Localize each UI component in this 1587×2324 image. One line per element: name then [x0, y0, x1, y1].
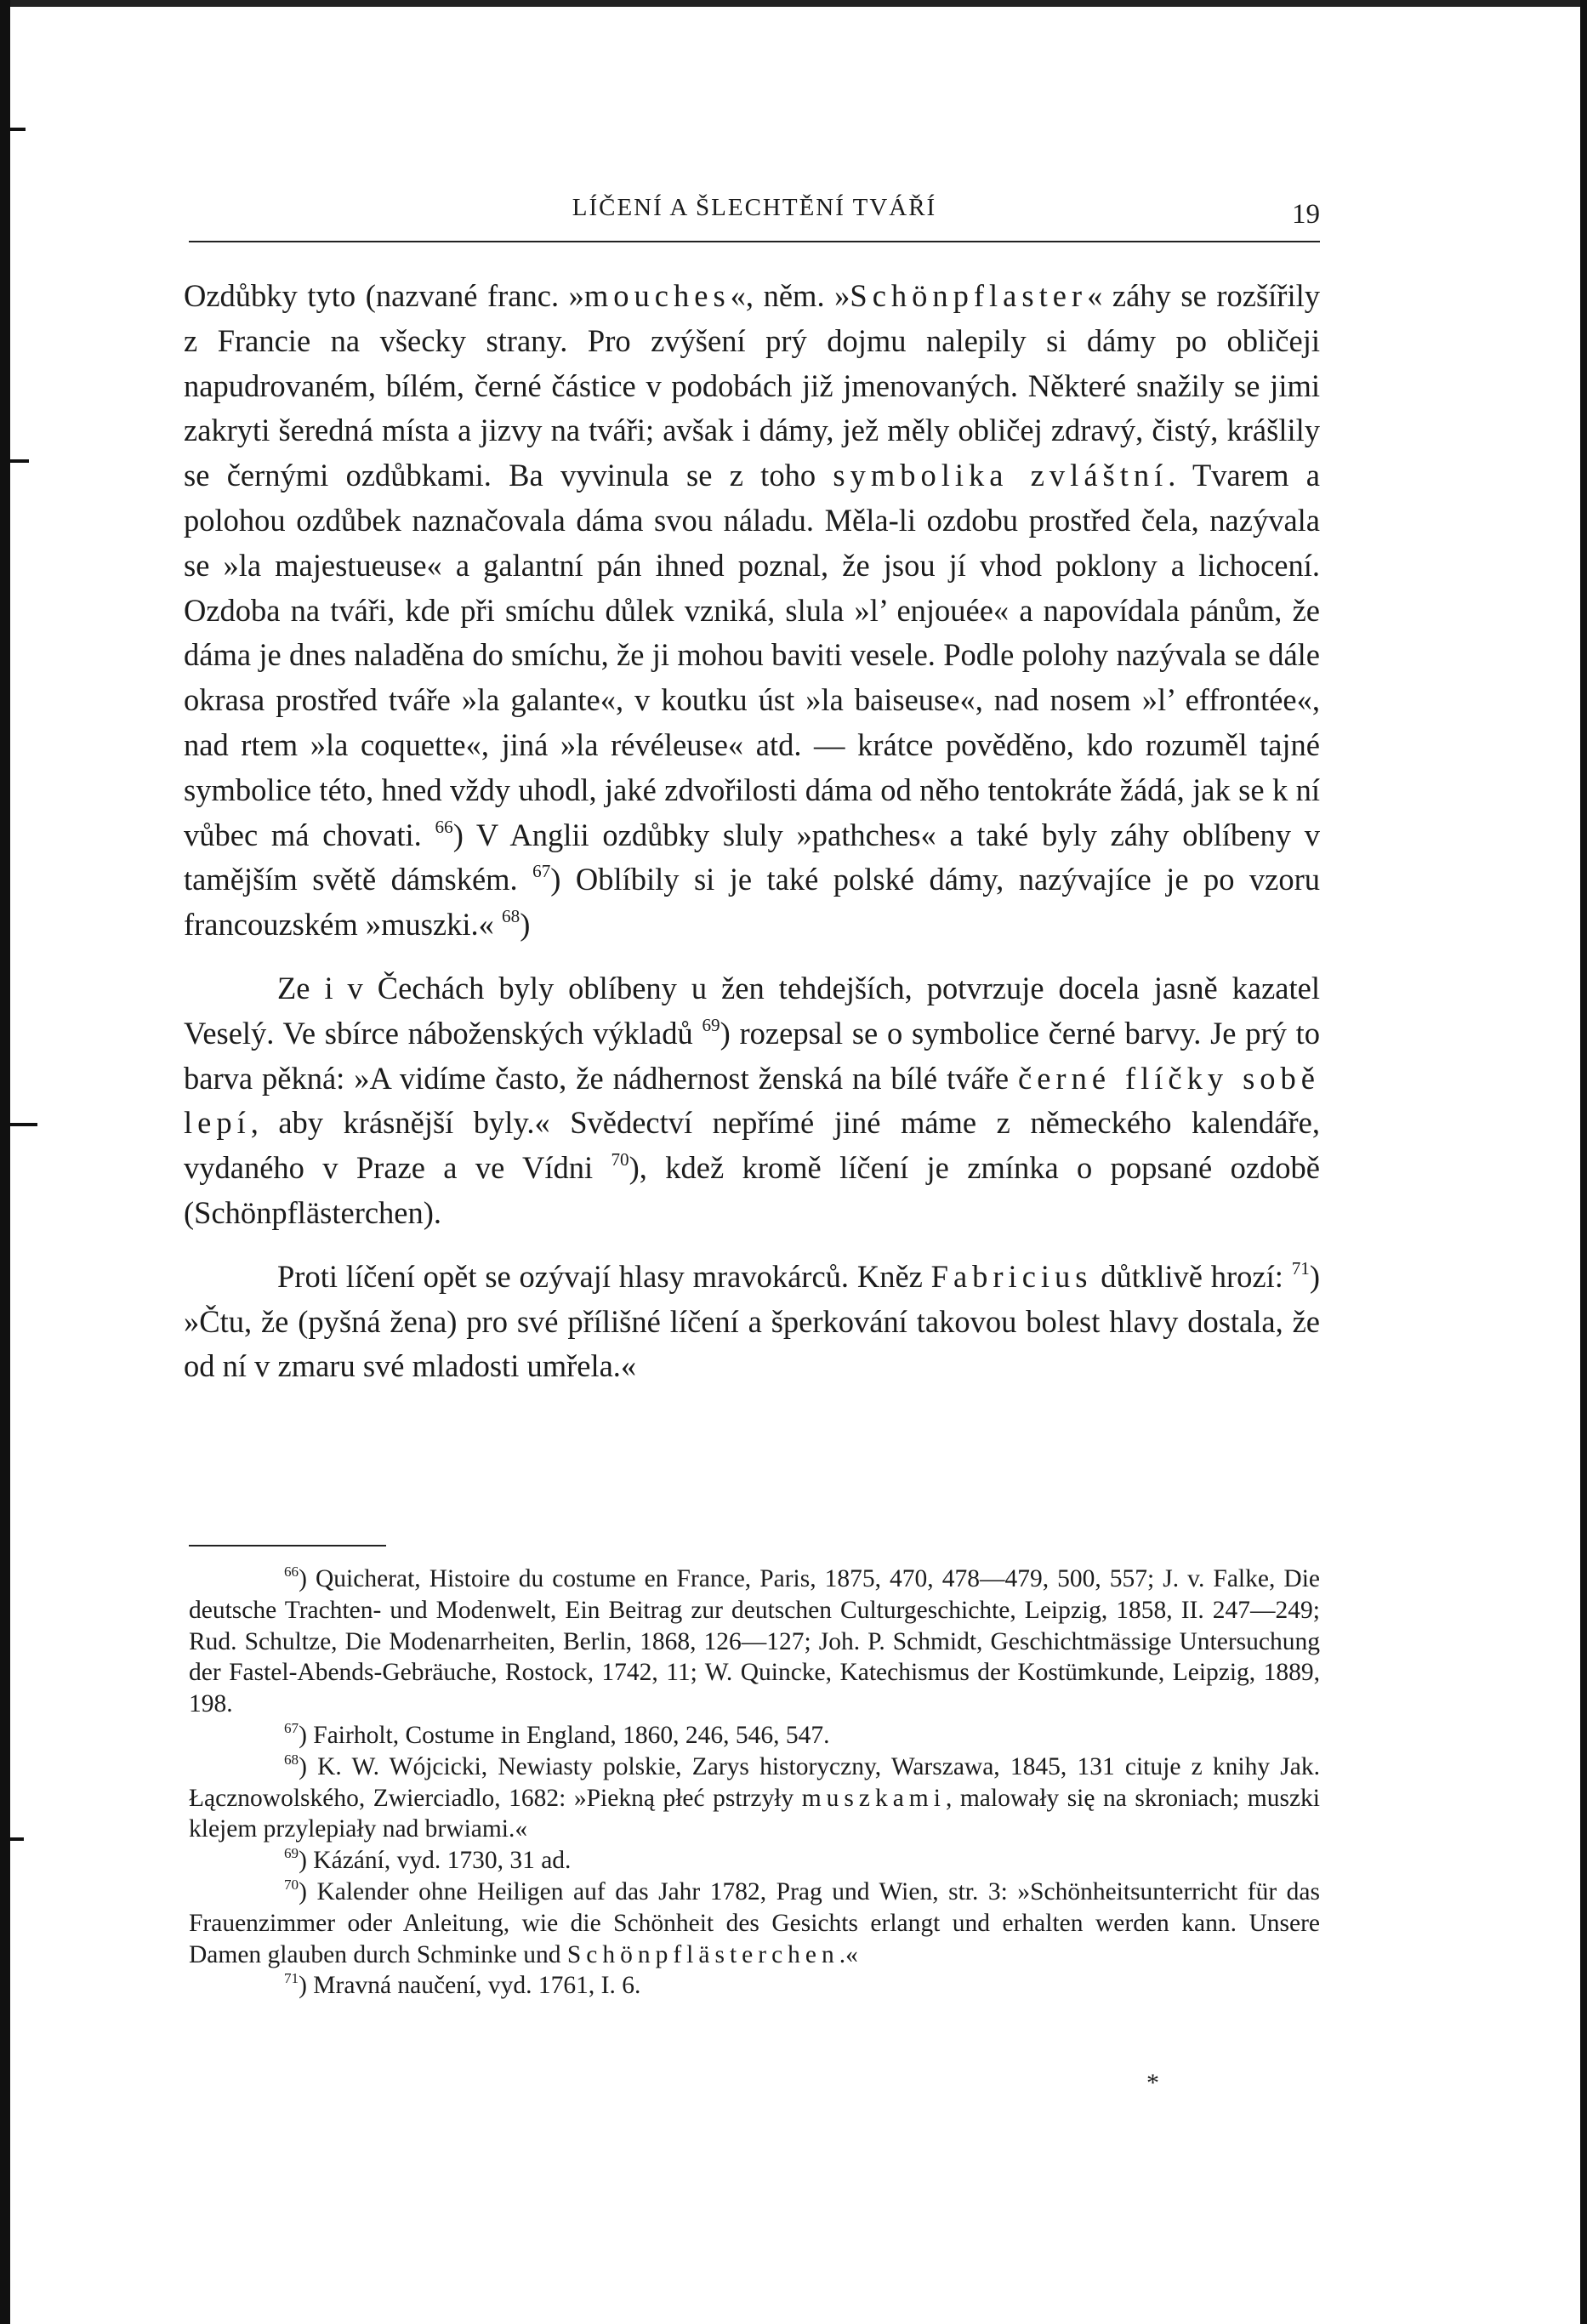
- text-run: ): [520, 907, 531, 943]
- text-run: Ozdůbky tyto (nazvané franc. »: [184, 278, 584, 313]
- page-number: 19: [1292, 199, 1320, 230]
- text-run: ) Fairholt, Costume in England, 1860, 246, 546, 547.: [299, 1721, 830, 1749]
- scan-top-edge: [0, 0, 1587, 7]
- text-run: . Tvarem a polohou ozdůbek naznačovala dáma svou náladu. Měla-li ozdobu prostřed čela, nazývala se »la majestueuse« a galantní pán ihned poznal, že jsou jí vhod poklony a lichocení. Ozdoba na tváři, kde při smíchu důlek vzniká, slula »l’ enjouée« a napovídala pánům, že dáma je dnes naladěna do smíchu, že ji mohou baviti vesele. Podle polohy nazývala se dále okrasa prostřed tváře »la galante«, v koutku úst »la baiseuse«, nad nosem »l’ effrontée«, nad rtem »la coquette«, jiná »la révéleuse« atd. — krátce pověděno, kdo rozuměl tajné symbolice této, hned vždy uhodl, jaké zdvořilosti dáma od něho tentokráte žádá, jak se k ní vůbec má chovati.: [184, 458, 1320, 852]
- paragraph: [184, 1255, 1320, 1389]
- footnote-number: 69: [284, 1845, 299, 1862]
- footnotes: [189, 1564, 1320, 2002]
- footnote-reference: 71: [1291, 1257, 1310, 1279]
- edge-mark: [0, 128, 26, 131]
- scan-right-edge: [1580, 0, 1587, 2324]
- text-run: ) Kalender ohne Heiligen auf das Jahr 1782, Prag und Wien, str. 3: »Schönheitsunterricht für das Frauenzimmer oder Anleitung, wie die Schönheit des Gesichts erlangt und erhalten werden kann. Unsere Damen glauben durch Schminke und: [189, 1877, 1320, 1968]
- spaced-emphasis: mouches: [583, 278, 731, 313]
- spaced-emphasis: Schönpflaster: [850, 278, 1088, 313]
- text-run: ) K. W. Wójcicki, Newiasty polskie, Zarys historyczny, Warszawa, 1845, 131 cituje z knihy Jak. Łącznowolského, Zwierciadlo, 1682: »Piekną płeć pstrzyły: [189, 1752, 1320, 1812]
- footnote: [189, 1720, 1320, 1752]
- running-head: LÍČENÍ A ŠLECHTĚNÍ TVÁŘÍ: [572, 194, 937, 221]
- text-run: «, něm. »: [730, 278, 850, 313]
- text-run: Proti líčení opět se ozývají hlasy mravokárců. Kněz: [277, 1258, 931, 1294]
- text-run: Ze i v Čechách byly oblíbeny u žen tehdejších, potvrzuje docela jasně kazatel Veselý. Ve sbírce náboženských výkladů: [184, 970, 1320, 1051]
- footnote-number: 66: [284, 1564, 299, 1581]
- text-run: ) Kázání, vyd. 1730, 31 ad.: [299, 1847, 572, 1875]
- footnote-number: 70: [284, 1877, 299, 1893]
- footnote: [189, 1752, 1320, 1845]
- edge-mark: [0, 1123, 37, 1126]
- footnote-reference: 67: [532, 861, 551, 882]
- spaced-emphasis: muszkami: [801, 1784, 946, 1812]
- page-header: [189, 194, 1320, 236]
- footnote-number: 67: [284, 1720, 299, 1737]
- header-rule: [189, 241, 1320, 242]
- spaced-emphasis: symbolika zvláštní: [833, 458, 1169, 493]
- text-run: « záhy se rozšířily z Francie na všecky strany. Pro zvýšení prý dojmu nalepily si dámy po obličeji napudrovaném, bílém, černé částice v podobách již jmenovaných. Některé snažily se jimi zakryti šeredná místa a jizvy na tváři; avšak i dámy, jež měly obličej zdravý, čistý, krášlily se černými ozdůbkami. Ba vyvinula se z toho: [184, 278, 1320, 493]
- spaced-emphasis: černé flíčky sobě lepí: [184, 1060, 1320, 1141]
- footnote-reference: 68: [502, 906, 520, 927]
- text-run: , aby krásnější byly.« Svědectví nepřímé jiné máme z německého kalendáře, vydaného v Praze a ve Vídni: [184, 1105, 1320, 1186]
- spaced-emphasis: Schönpflästerchen: [566, 1940, 839, 1968]
- footnote: [189, 1564, 1320, 1720]
- stray-asterisk: *: [1146, 2069, 1159, 2097]
- body-text: [184, 274, 1320, 1389]
- paragraph: [184, 966, 1320, 1236]
- text-run: ) »Čtu, že (pyšná žena) pro své přílišné líčení a šperkování takovou bolest hlavy dostala, že od ní v zmaru své mladosti umřela.«: [184, 1258, 1320, 1384]
- edge-mark: [0, 1837, 24, 1841]
- text-run: ), kdež kromě líčení je zmínka o popsané ozdobě (Schönpflästerchen).: [184, 1150, 1320, 1230]
- edge-mark: [0, 459, 29, 463]
- text-run: ) Oblíbily si je také polské dámy, nazývajíce je po vzoru francouzském »muszki.«: [184, 862, 1320, 943]
- text-run: ) V Anglii ozdůbky sluly »pathches« a také byly záhy oblíbeny v tamějším světě dámském.: [184, 817, 1320, 897]
- footnote: [189, 1877, 1320, 1970]
- footnote-number: 68: [284, 1751, 299, 1768]
- footnote: [189, 1970, 1320, 2002]
- footnote-number: 71: [284, 1970, 299, 1987]
- text-run: ) Quicherat, Histoire du costume en France, Paris, 1875, 470, 478—479, 500, 557; J. v. Falke, Die deutsche Trachten- und Modenwelt, Ein Beitrag zur deutschen Culturgeschichte, Leipzig, 1858, II. 247—249; Rud. Schultze, Die Modenarrheiten, Berlin, 1868, 126—127; Joh. P. Schmidt, Geschichtmässige Untersuchung der Fastel-Abends-Gebräuche, Rostock, 1742, 11; W. Quincke, Katechismus der Kostümkunde, Leipzig, 1889, 198.: [189, 1565, 1320, 1718]
- footnote-reference: 70: [611, 1149, 629, 1171]
- text-run: .«: [839, 1940, 858, 1968]
- text-run: důtklivě hrozí:: [1092, 1258, 1292, 1294]
- footnote-separator: [189, 1545, 386, 1546]
- footnote-reference: 69: [702, 1014, 720, 1035]
- text-run: ) rozepsal se o symbolice černé barvy. Je prý to barva pěkná: »A vidíme často, že nádhernost ženská na bílé tváře: [184, 1015, 1320, 1096]
- text-run: ) Mravná naučení, vyd. 1761, I. 6.: [299, 1972, 641, 2000]
- scan-left-edge: [0, 0, 10, 2324]
- footnote-reference: 66: [435, 816, 453, 837]
- text-run: , malowały się na skroniach; muszki klejem przylepiały nad brwiami.«: [189, 1784, 1320, 1843]
- footnote: [189, 1845, 1320, 1877]
- spaced-emphasis: Fabricius: [930, 1258, 1093, 1294]
- paragraph: [184, 274, 1320, 948]
